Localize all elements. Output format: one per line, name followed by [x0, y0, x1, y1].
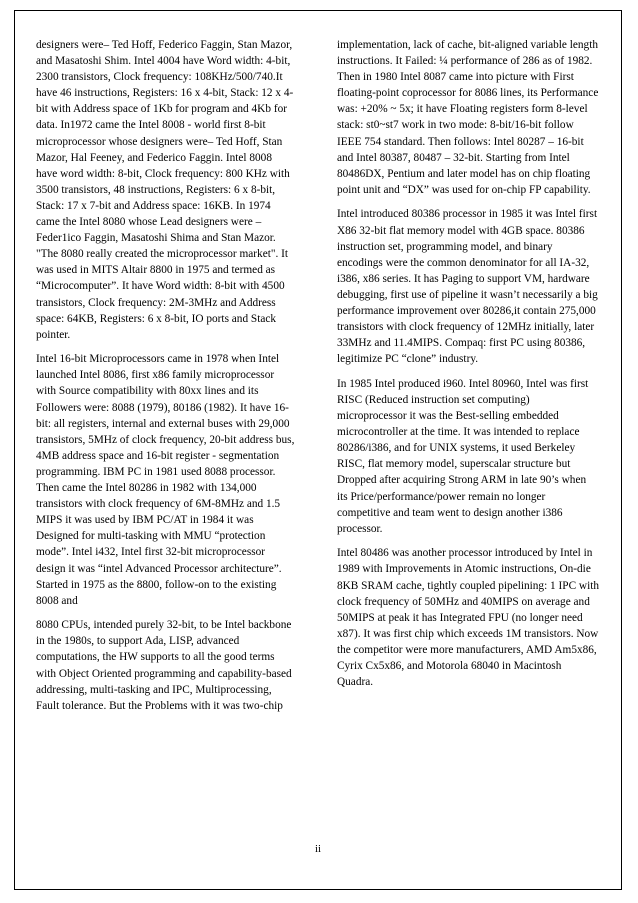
document-page — [14, 10, 622, 890]
paragraph-intel-8087: implementation, lack of cache, bit-aligned variable length instructions. It Failed: ¼ performance of 286 as of 1982. Then in 1980 Intel 8087 came into picture with First floating-point coprocessor for 8086 lines, its Performance was: +20% ~ 5x; it have Floating registers form 8-level stack: st0~st7 work in two mode: 8-bit/16-bit follow IEEE 754 standard. Then follows: Intel 80287 – 16-bit and Intel 80387, 80487 – 32-bit. Starting from Intel 80486DX, Pentium and later model has on chip floating point unit and “DX” was used for on-chip FP capability. — [337, 39, 599, 196]
paragraph-intel-80386: Intel introduced 80386 processor in 1985 it was Intel first X86 32-bit flat memory model with 4GB space. 80386 instruction set, programming model, and binary encodings were the common denominator for all IA-32, i386, x86 series. It has Paging to support VM, hardware debugging, first use of pipeline it wasn’t necessarily a big performance improvement over 80286,it contain 275,000 transistors with clock frequency of 12MHz initially, later 33MHz and 11.4MIPS. Compaq: first PC using 80386, legitimize PC “clone” industry. — [337, 208, 598, 366]
paragraph-intel-80486: Intel 80486 was another processor introduced by Intel in 1989 with Improvements in Atomic instructions, On-die 8KB SRAM cache, tightly coupled pipelining: 1 IPC with clock frequency of 50MHz and 40MIPS on average and 50MIPS at peak it has Integrated FPU (no longer need x87). It was first chip which exceeds 1M transistors. Now the competitor were more manufacturers, AMD Am5x86, Cyrix Cx5x86, and Motorola 68040 in Macintosh Quadra. — [337, 547, 600, 689]
left-column — [36, 37, 296, 722]
paragraph-intel-4004-8008-8080: designers were– Ted Hoff, Federico Faggin, Stan Mazor, and Masatoshi Shim. Intel 4004 have Word width: 4-bit, 2300 transistors, Clock frequency: 108KHz/500/740.It have 46 instructions, Registers: 16 x 4-bit, Stack: 12 x 4-bit with Address space of 1Kb for program and 4Kb for data. In1972 came the Intel 8008 - world first 8-bit microprocessor whose designers were– Ted Hoff, Stan Mazor, Hal Feeney, and Federico Faggin. Intel 8008 have word width: 8-bit, Clock frequency: 800 KHz with 3500 transistors, 48 instructions, Registers: 6 x 8-bit, Stack: 17 x 7-bit and Address space: 16KB. In 1974 came the Intel 8080 whose Lead designers were – Feder1ico Faggin, Masatoshi Shima and Stan Mazor. "The 8080 really created the microprocessor market". It was used in MITS Altair 8800 in 1975 and termed as “Microcomputer”. It have Word width: 8-bit with 4500 transistors, Clock frequency: 2M-3MHz and Address space: 64KB, Registers: 6 x 8-bit, IO ports and Stack pointer. — [36, 39, 294, 341]
right-column — [337, 37, 599, 699]
paragraph-intel-i960: In 1985 Intel produced i960. Intel 80960, Intel was first RISC (Reduced instruction set computing) microprocessor it was the Best-selling embedded microcontroller at the time. It was intended to replace 80286/i386, and for UNIX systems, it used Berkeley RISC, flat memory model, superscalar structure but Dropped after acquiring Strong ARM in late 90’s when its Price/performance/power remain no longer competitive and team went to design another i386 processor. — [337, 377, 589, 535]
paragraph-intel-16-bit: Intel 16-bit Microprocessors came in 1978 when Intel launched Intel 8086, first x86 family microprocessor with Source compatibility with 80xx lines and its Followers were: 8088 (1979), 80186 (1982). It have 16-bit: all registers, internal and external buses with 29,000 transistors, 5MHz of clock frequency, 20-bit address bus, 4MB address space and 16-bit register - segmentation programming. IBM PC in 1981 used 8088 processor. Then came the Intel 80286 in 1982 with 134,000 transistors with clock frequency of 6M-8MHz and 1.5 MIPS it was used by IBM PC/AT in 1984 it was Designed for multi-tasking with MMU “protection mode”. Intel i432, Intel first 32-bit microprocessor design it was “intel Advanced Processor architecture”. Started in 1975 as the 8800, follow-on to the existing 8008 and — [36, 353, 295, 607]
paragraph-intel-i432: 8080 CPUs, intended purely 32-bit, to be Intel backbone in the 1980s, to support Ada, LISP, advanced computations, the HW supports to all the good terms with Object Oriented programming and capability-based addressing, multi-tasking and IPC, Multiprocessing, Fault tolerance. But the Problems with it was two-chip — [36, 619, 292, 712]
page-number: ii — [314, 843, 322, 855]
